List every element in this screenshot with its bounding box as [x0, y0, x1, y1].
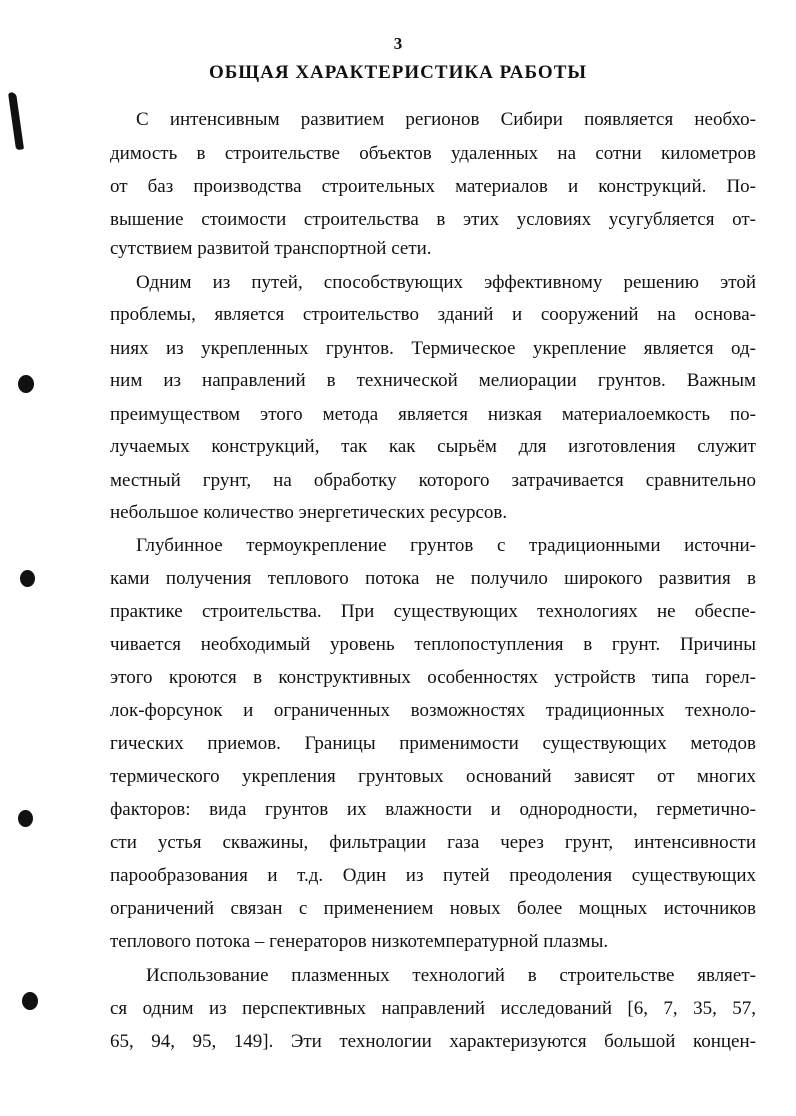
- text-line: гических приемов. Границы применимости существующих методов: [110, 733, 756, 754]
- text-line: димость в строительстве объектов удаленных на сотни километров: [110, 143, 756, 164]
- text-line: сутствием развитой транспортной сети.: [110, 238, 432, 259]
- text-line: ним из направлений в технической мелиорации грунтов. Важным: [110, 370, 756, 391]
- text-line: этого кроются в конструктивных особенностях устройств типа горел-: [110, 667, 756, 688]
- binding-edge-mark: [8, 92, 24, 151]
- text-line: факторов: вида грунтов их влажности и однородности, герметично-: [110, 799, 756, 820]
- text-line: 65, 94, 95, 149]. Эти технологии характеризуются большой концен-: [110, 1031, 756, 1052]
- text-line: чивается необходимый уровень теплопоступления в грунт. Причины: [110, 634, 756, 655]
- text-line: от баз производства строительных материалов и конструкций. По-: [110, 176, 756, 197]
- text-line: ся одним из перспективных направлений исследований [6, 7, 35, 57,: [110, 998, 756, 1019]
- text-line: Использование плазменных технологий в строительстве являет-: [146, 965, 756, 986]
- text-line: лок-форсунок и ограниченных возможностях традиционных техноло-: [110, 700, 756, 721]
- text-line: небольшое количество энергетических ресурсов.: [110, 502, 508, 523]
- section-heading: ОБЩАЯ ХАРАКТЕРИСТИКА РАБОТЫ: [208, 62, 588, 83]
- binding-hole-mark: [20, 570, 35, 587]
- text-line: Одним из путей, способствующих эффективному решению этой: [136, 272, 756, 293]
- text-line: проблемы, является строительство зданий и сооружений на основа-: [110, 304, 756, 325]
- text-line: термического укрепления грунтовых оснований зависят от многих: [110, 766, 756, 787]
- text-line: теплового потока – генераторов низкотемпературной плазмы.: [110, 931, 609, 952]
- text-line: сти устья скважины, фильтрации газа через грунт, интенсивности: [110, 832, 756, 853]
- text-line: вышение стоимости строительства в этих условиях усугубляется от-: [110, 209, 756, 230]
- text-line: преимуществом этого метода является низкая материалоемкость по-: [110, 404, 756, 425]
- text-line: местный грунт, на обработку которого затрачивается сравнительно: [110, 470, 756, 491]
- text-line: ограничений связан с применением новых более мощных источников: [110, 898, 756, 919]
- binding-hole-mark: [22, 992, 38, 1010]
- binding-hole-mark: [18, 375, 34, 393]
- text-line: С интенсивным развитием регионов Сибири появляется необхо-: [136, 109, 756, 130]
- text-line: Глубинное термоукрепление грунтов с традиционными источни-: [136, 535, 756, 556]
- text-line: практике строительства. При существующих технологиях не обеспе-: [110, 601, 756, 622]
- text-line: парообразования и т.д. Один из путей преодоления существующих: [110, 865, 756, 886]
- binding-hole-mark: [18, 810, 33, 827]
- text-line: ками получения теплового потока не получило широкого развития в: [110, 568, 756, 589]
- page-number: 3: [393, 34, 403, 53]
- text-line: ниях из укрепленных грунтов. Термическое укрепление является од-: [110, 338, 756, 359]
- text-line: лучаемых конструкций, так как сырьём для изготовления служит: [110, 436, 756, 457]
